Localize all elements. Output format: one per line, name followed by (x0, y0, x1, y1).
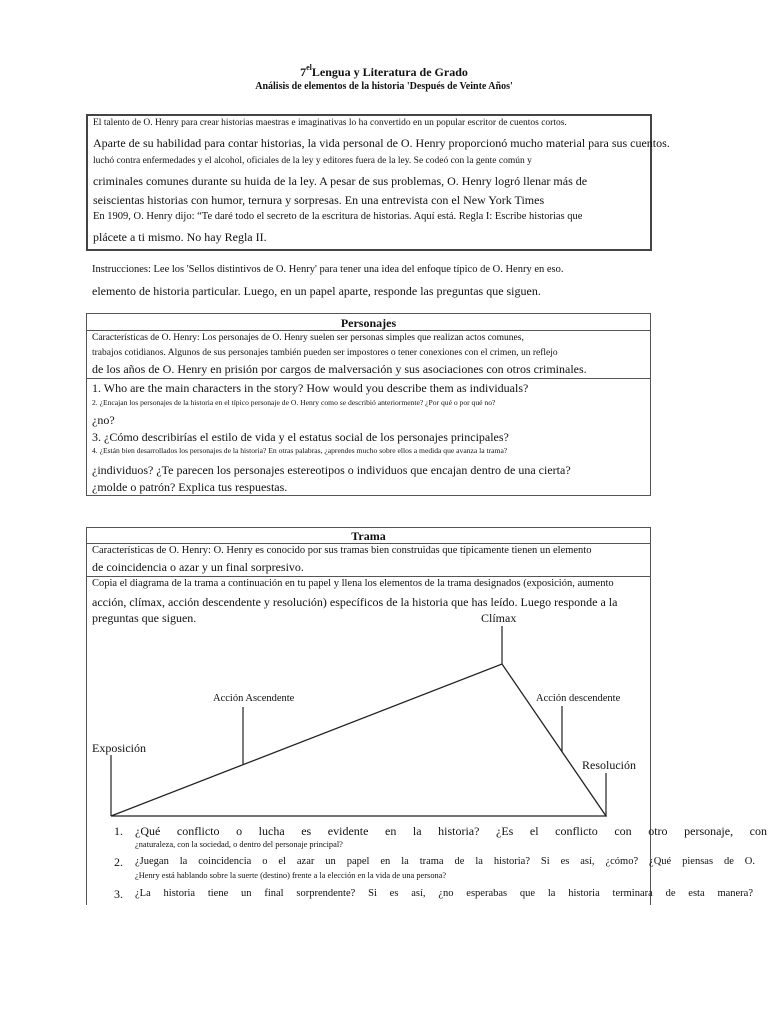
instructions-line-2: elemento de historia particular. Luego, en un papel aparte, responde las preguntas que siguen. (92, 284, 541, 298)
plot-triangle (111, 664, 606, 816)
page-subtitle: Análisis de elementos de la historia 'Después de Veinte Años' (255, 81, 513, 92)
intro-line: luchó contra enfermedades y el alcohol, oficiales de la ley y editores fuera de la ley. Se codeó con la gente común y (93, 156, 532, 166)
personajes-question: 1. Who are the main characters in the story? How would you describe them as individuals? (92, 381, 529, 395)
intro-line: Aparte de su habilidad para contar historias, la vida personal de O. Henry proporcionó mucho material para sus cuentos. (93, 136, 670, 150)
personajes-question: 4. ¿Están bien desarrollados los personajes de la historia? En otras palabras, ¿aprendes mucho sobre ellos a medida que avanza la trama? (92, 446, 508, 455)
intro-line: En 1909, O. Henry dijo: “Te daré todo el secreto de la escritura de historias. Aquí está. Regla I: Escribe historias que (93, 211, 583, 222)
trama-question: ¿La historia tiene un final sorprendente? Si es así, ¿no esperabas que la historia terminara de esta manera? (135, 888, 753, 899)
personajes-question: 3. ¿Cómo describirías el estilo de vida y el estatus social de los personajes principales? (92, 430, 509, 444)
trama-question-cont: ¿naturaleza, con la sociedad, o dentro del personaje principal? (135, 840, 343, 849)
grade-number: 7 (300, 65, 307, 79)
trama-question: ¿Qué conflicto o lucha es evidente en la historia? ¿Es el conflicto con otro personaje, con (135, 824, 767, 838)
personajes-question: ¿molde o patrón? Explica tus respuestas. (92, 480, 288, 494)
exposition-label: Exposición (92, 741, 146, 755)
instructions-line-1: Instrucciones: Lee los 'Sellos distintivos de O. Henry' para tener una idea del enfoque típico de O. Henry en eso. (92, 264, 564, 275)
trama-copy-line: preguntas que siguen. (92, 611, 197, 625)
personajes-question: ¿no? (92, 413, 115, 427)
personajes-desc-line: trabajos cotidianos. Algunos de sus personajes también pueden ser impostores o tener conexiones con el crimen, un reflejo (92, 348, 558, 358)
trama-title: Trama (351, 529, 386, 543)
trama-question: ¿Juegan la coincidencia o el azar un papel en la trama de la historia? Si es así, ¿cómo? ¿Qué piensas de O. (135, 856, 755, 867)
personajes-desc-line: de los años de O. Henry en prisión por cargos de malversación y sus asociaciones con otros criminales. (92, 362, 587, 376)
climax-label: Clímax (481, 611, 517, 625)
resolution-label: Resolución (582, 758, 636, 772)
personajes-question: 2. ¿Encajan los personajes de la historia en el típico personaje de O. Henry como se describió anteriormente? ¿Por qué o por qué no? (92, 398, 496, 407)
trama-desc-line: de coincidencia o azar y un final sorpresivo. (92, 560, 304, 574)
personajes-question: ¿individuos? ¿Te parecen los personajes estereotipos o individuos que encajan dentro de una cierta? (92, 463, 571, 477)
trama-copy-line: acción, clímax, acción descendente y resolución) específicos de la historia que has leído. Luego responde a la (92, 595, 618, 609)
trama-question-number: 3. (114, 887, 123, 901)
intro-line: criminales comunes durante su huida de la ley. A pesar de sus problemas, O. Henry logró llenar más de (93, 174, 588, 188)
rising-action-label: Acción Ascendente (213, 693, 295, 704)
intro-line: El talento de O. Henry para crear historias maestras e imaginativas lo ha convertido en un popular escritor de cuentos cortos. (93, 118, 567, 128)
intro-line: seiscientas historias con humor, ternura y sorpresas. En una entrevista con el New York Times (93, 193, 545, 207)
trama-question-number: 2. (114, 855, 123, 869)
title-text: Lengua y Literatura de Grado (311, 65, 468, 79)
trama-question-cont: ¿Henry está hablando sobre la suerte (destino) frente a la elección en la vida de una persona? (135, 871, 447, 880)
trama-copy-line: Copia el diagrama de la trama a continuación en tu papel y llena los elementos de la trama designados (exposición, aumento (92, 578, 614, 589)
grade-superscript: el (306, 63, 312, 72)
falling-action-label: Acción descendente (536, 693, 621, 704)
intro-line: plácete a ti mismo. No hay Regla II. (93, 230, 267, 244)
trama-question-number: 1. (114, 824, 123, 838)
trama-desc-line: Características de O. Henry: O. Henry es conocido por sus tramas bien construidas que típicamente tienen un elemento (92, 545, 592, 556)
personajes-desc-line: Características de O. Henry: Los personajes de O. Henry suelen ser personas simples que realizan actos comunes, (92, 333, 524, 343)
personajes-title: Personajes (340, 316, 397, 330)
